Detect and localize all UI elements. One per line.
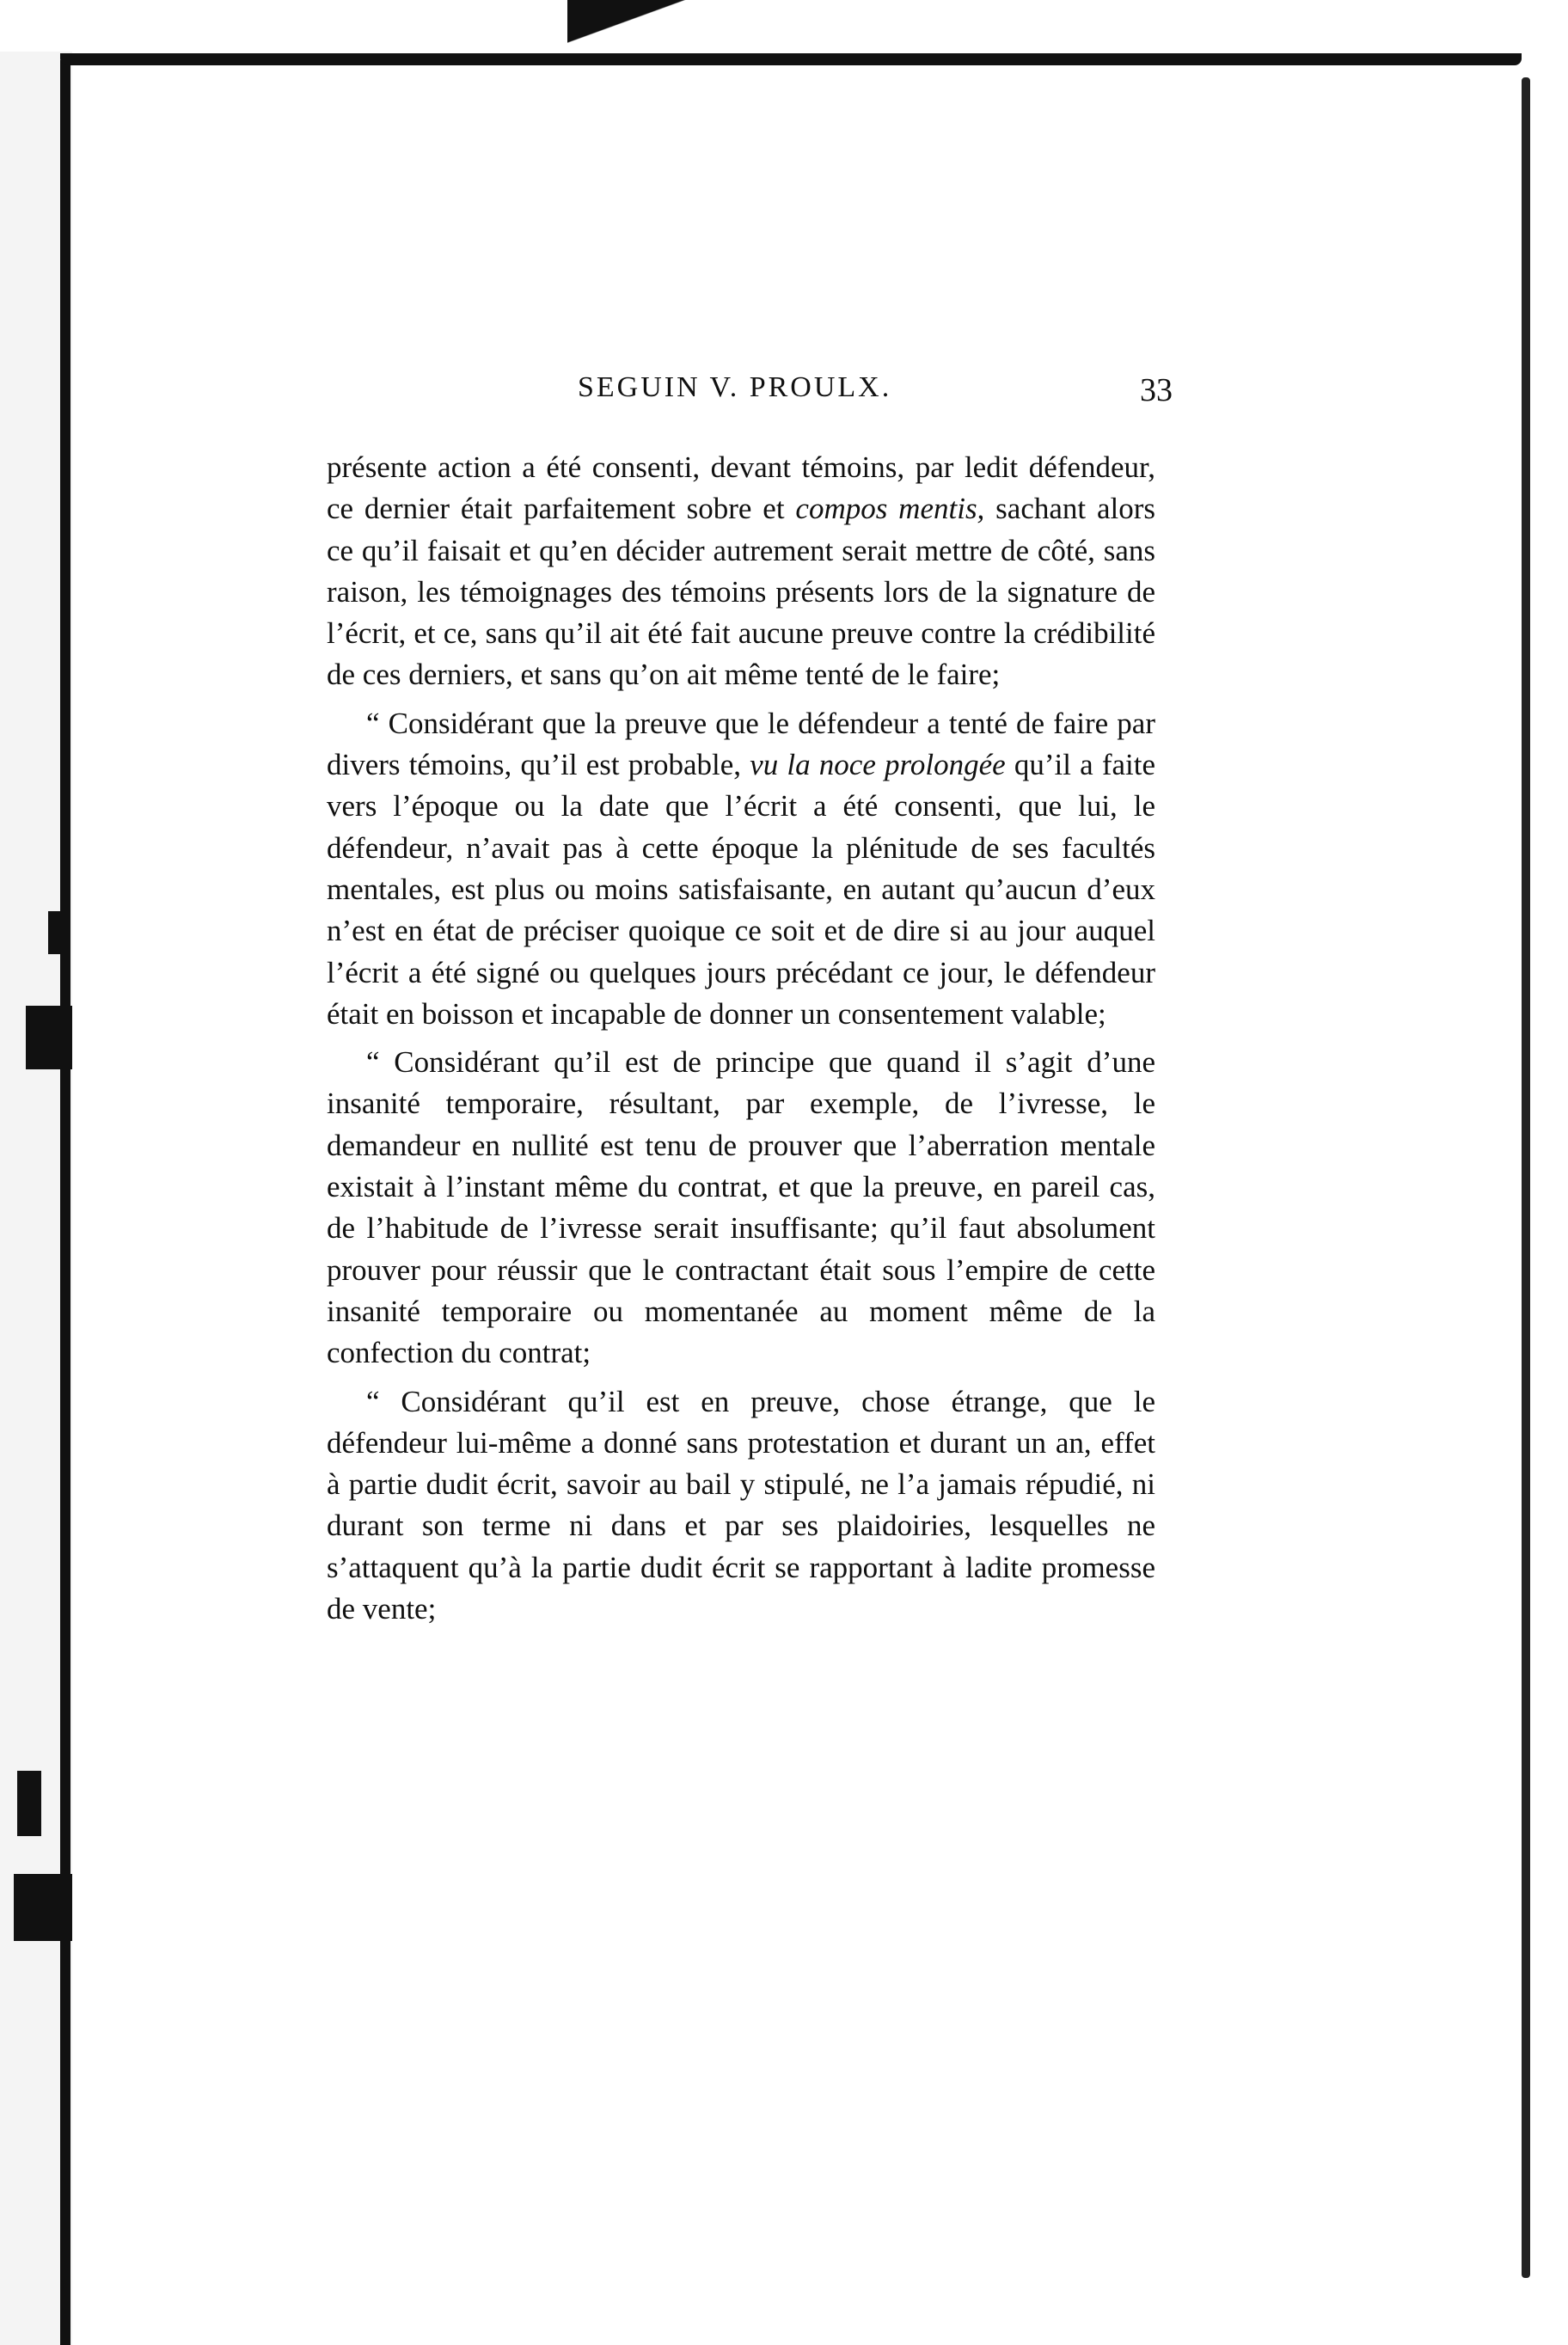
- binding-mark: [17, 1771, 41, 1836]
- paragraph-text: “ Considérant qu’il est de principe que quand il s’agit d’une insanité temporaire, résultant, par exemple, de l’ivresse, le demandeur en nullité est tenu de prouver que l’aberration mentale existait à l’instant même du contrat, et que la preuve, en pareil cas, de l’habitude de l’ivresse serait insuffisante; qu’il faut absolument prouver pour réussir que le contractant était sous l’empire de cette insanité temporaire ou momentanée au moment même de la confection du contrat;: [327, 1045, 1155, 1370]
- scan-corner-mark: [567, 0, 739, 43]
- paragraph-text: qu’il a faite vers l’époque ou la date que l’écrit a été consenti, que lui, le défendeur, n’avait pas à cette époque la plénitude de ses facultés mentales, est plus ou moins satisfaisante, en autant qu’aucun d’eux n’est en état de préciser quoique ce soit et de dire si au jour auquel l’écrit a été signé ou quelques jours précédant ce jour, le défendeur était en boisson et incapable de donner un consentement valable;: [327, 748, 1156, 1031]
- paragraph: [327, 447, 1155, 696]
- paragraph: [327, 1381, 1155, 1631]
- binding-edge: [60, 60, 70, 2345]
- body-text: [327, 447, 1155, 1637]
- page-header: [327, 371, 1173, 414]
- italic-text: compos mentis,: [795, 492, 985, 526]
- paragraph: [327, 1042, 1155, 1374]
- page-right-edge: [1522, 77, 1530, 2278]
- page-number: 33: [1140, 372, 1173, 408]
- paragraph-text: sachant alors ce qu’il faisait et qu’en décider autrement serait mettre de côté, sans raison, les témoignages des témoins présents lors de la signature de l’écrit, et ce, sans qu’il ait été fait aucune preuve contre la crédibilité de ces derniers, et sans qu’on ait même tenté de le faire;: [327, 492, 1155, 692]
- binding-mark: [48, 911, 70, 954]
- paragraph-text: “ Considérant qu’il est en preuve, chose étrange, que le défendeur lui-même a donné sans protestation et durant un an, effet à partie dudit écrit, savoir au bail y stipulé, ne l’a jamais répudié, ni durant son terme ni dans et par ses plaidoiries, lesquelles ne s’attaquent qu’à la partie dudit écrit se rapportant à ladite promesse de vente;: [327, 1384, 1155, 1626]
- page-top-edge: [60, 53, 1522, 65]
- paragraph-text: “ Considérant que la preuve que le défendeur a tenté de faire par divers témoins, qu’il est probable,: [327, 706, 1155, 782]
- paragraph-text: présente action a été consenti, devant témoins, par ledit défendeur, ce dernier était parfaitement sobre et: [327, 450, 1155, 526]
- italic-text: vu la noce prolongée: [750, 748, 1006, 782]
- running-title: SEGUIN V. PROULX.: [578, 371, 892, 403]
- paragraph: [327, 703, 1155, 1035]
